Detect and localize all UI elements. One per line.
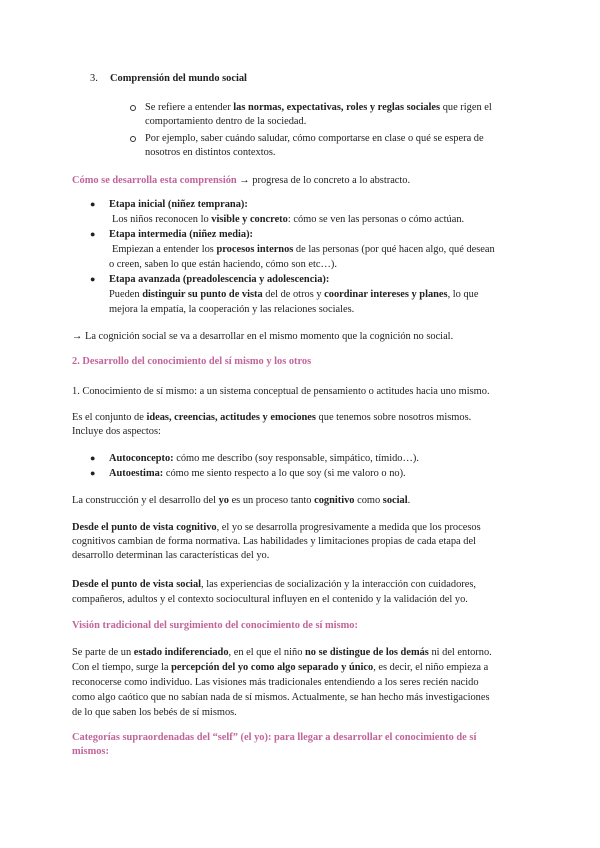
stage-text: Pueden distinguir su punto de vista del de otros y coordinar intereses y planes, lo que [109, 289, 479, 300]
sub-item-line: Se refiere a entender las normas, expectativas, roles y reglas sociales que rigen el [145, 102, 492, 113]
list-number: 3. [90, 73, 98, 84]
paragraph: 1. Conocimiento de sí mismo: a un sistema conceptual de pensamiento o actitudes hacia uno mismo. [72, 386, 490, 397]
paragraph: desarrollo determinan las características del yo. [72, 550, 270, 561]
section-heading: 2. Desarrollo del conocimiento del sí mismo y los otros [72, 356, 312, 367]
paragraph: Desde el punto de vista social, las experiencias de socialización y la interacción con cuidadores, [72, 579, 476, 590]
paragraph: → La cognición social se va a desarrollar en el mismo momento que la cognición no social. [72, 331, 454, 342]
paragraph: de lo que saben los bebés de sí mismos. [72, 707, 237, 718]
section-heading: Categorías supraordenadas del “self” (el yo): para llegar a desarrollar el conocimiento de sí [72, 732, 477, 743]
sub-item-line: comportamiento dentro de la sociedad. [145, 116, 307, 127]
paragraph: Cómo se desarrolla esta comprensión → progresa de lo concreto a lo abstracto. [72, 175, 411, 186]
stage-text: mejora la empatía, la cooperación y las relaciones sociales. [109, 304, 355, 315]
paragraph: Incluye dos aspectos: [72, 426, 161, 437]
stage-text: o creen, saben lo que están haciendo, cómo son etc…). [109, 259, 337, 270]
paragraph: Con el tiempo, surge la percepción del yo como algo separado y único, es decir, el niño empieza a [72, 662, 489, 673]
bullet-icon: ● [90, 199, 96, 209]
stage-title: Etapa avanzada (preadolescencia y adolescencia): [109, 274, 330, 285]
paragraph: cognitivos cambian de forma normativa. Las habilidades y limitaciones propias de cada etapa del [72, 536, 476, 547]
stage-title: Etapa intermedia (niñez media): [109, 229, 254, 240]
bullet-icon: ● [90, 468, 96, 478]
bullet-icon: ● [90, 274, 96, 284]
stage-text: Los niños reconocen lo visible y concreto: cómo se ven las personas o cómo actúan. [112, 214, 465, 225]
aspect-item: Autoestima: cómo me siento respecto a lo que soy (si me valoro o no). [109, 468, 406, 479]
section-heading: Visión tradicional del surgimiento del conocimiento de sí mismo: [72, 620, 358, 631]
paragraph: La construcción y el desarrollo del yo es un proceso tanto cognitivo como social. [72, 495, 411, 506]
circle-bullet-icon [130, 136, 136, 142]
section-heading: Comprensión del mundo social [110, 73, 247, 84]
paragraph: Se parte de un estado indiferenciado, en el que el niño no se distingue de los demás ni del entorno. [72, 647, 492, 658]
paragraph: Es el conjunto de ideas, creencias, actitudes y emociones que tenemos sobre nosotros mismos. [72, 412, 472, 423]
section-heading: mismos: [72, 746, 109, 757]
bullet-icon: ● [90, 229, 96, 239]
stage-text: Empiezan a entender los procesos internos de las personas (por qué hacen algo, qué desean [112, 244, 495, 255]
paragraph: reconocerse como individuo. Las visiones más tradicionales entendiendo a los seres recién nacido [72, 677, 479, 688]
paragraph: compañeros, adultos y el contexto sociocultural influyen en el contenido y la validación del yo. [72, 594, 468, 605]
paragraph: Desde el punto de vista cognitivo, el yo se desarrolla progresivamente a medida que los procesos [72, 522, 481, 533]
circle-bullet-icon [130, 105, 136, 111]
sub-item-line: nosotros en distintos contextos. [145, 147, 276, 158]
sub-item-line: Por ejemplo, saber cuándo saludar, cómo comportarse en clase o qué se espera de [145, 133, 484, 144]
stage-title: Etapa inicial (niñez temprana): [109, 199, 248, 210]
bullet-icon: ● [90, 453, 96, 463]
aspect-item: Autoconcepto: cómo me describo (soy responsable, simpático, tímido…). [109, 453, 419, 464]
paragraph: como algo caótico que no sabían nada de sí mismos. Actualmente, se han hecho más investigaciones [72, 692, 490, 703]
